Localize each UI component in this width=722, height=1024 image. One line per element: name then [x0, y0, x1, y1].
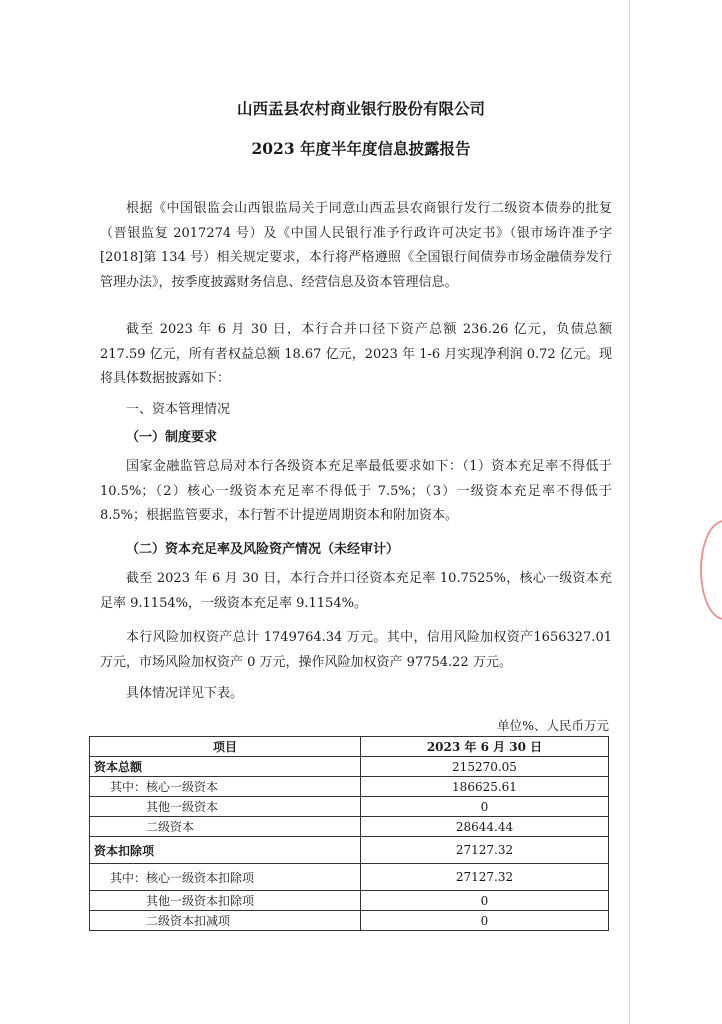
row-value: 0 [361, 891, 609, 911]
row-label: 其他一级资本扣除项 [90, 891, 361, 911]
row-label: 其中：核心一级资本扣除项 [90, 864, 361, 891]
table-header-row [90, 737, 609, 757]
table-row [90, 837, 609, 864]
table-row [90, 797, 609, 817]
summary-paragraph: 截至 2023 年 6 月 30 日，本行合并口径下资产总额 236.26 亿元，负债总额 217.59 亿元，所有者权益总额 18.67 亿元，2023 年 1-6 月实现净利润 0.72 亿元。现将具体数据披露如下： [100, 322, 612, 386]
row-value: 215270.05 [361, 757, 609, 777]
table-row [90, 757, 609, 777]
row-label: 资本总额 [90, 757, 361, 777]
red-seal-stamp [700, 520, 722, 620]
section-heading-1-2: （二）资本充足率及风险资产情况（未经审计） [126, 542, 400, 557]
table-row [90, 891, 609, 911]
row-value: 27127.32 [361, 864, 609, 891]
section-heading-1-1: （一）制度要求 [126, 430, 218, 445]
report-title: 2023 年度半年度信息披露报告 [251, 139, 471, 158]
row-value: 28644.44 [361, 817, 609, 837]
row-label: 资本扣除项 [90, 837, 361, 864]
capital-table [89, 736, 609, 931]
table-row [90, 777, 609, 797]
row-label: 其中：核心一级资本 [90, 777, 361, 797]
row-value: 0 [361, 797, 609, 817]
see-table-text: 具体情况详见下表。 [126, 686, 244, 701]
ratios-paragraph: 截至 2023 年 6 月 30 日，本行合并口径资本充足率 10.7525%，核心一级资本充足率 9.1154%，一级资本充足率 9.1154%。 [100, 571, 612, 611]
section-heading-1: 一、资本管理情况 [126, 402, 231, 417]
header-date: 2023 年 6 月 30 日 [361, 737, 609, 757]
row-value: 186625.61 [361, 777, 609, 797]
header-item: 项目 [90, 737, 361, 757]
requirement-paragraph: 国家金融监管总局对本行各级资本充足率最低要求如下：（1）资本充足率不得低于 10.5%；（2）核心一级资本充足率不得低于 7.5%；（3）一级资本充足率不得低于 8.5%；根据监管要求，本行暂不计提逆周期资本和附加资本。 [100, 459, 612, 523]
row-label: 二级资本扣减项 [90, 911, 361, 931]
row-value: 27127.32 [361, 837, 609, 864]
intro-paragraph: 根据《中国银监会山西银监局关于同意山西盂县农商银行发行二级资本债券的批复（晋银监复 2017274 号）及《中国人民银行准予行政许可决定书》（银市场许准予字[2018]第 134 号）相关规定要求，本行将严格遵照《全国银行间债券市场金融债券发行管理办法》，按季度披露财务信息、经营信息及资本管理信息。 [100, 201, 612, 290]
table-row [90, 864, 609, 891]
row-label: 其他一级资本 [90, 797, 361, 817]
row-label: 二级资本 [90, 817, 361, 837]
table-row [90, 911, 609, 931]
unit-label: 单位%、人民币万元 [497, 718, 609, 733]
company-title: 山西盂县农村商业银行股份有限公司 [236, 99, 485, 118]
rwa-paragraph: 本行风险加权资产总计 1749764.34 万元。其中，信用风险加权资产1656327.01 万元，市场风险加权资产 0 万元，操作风险加权资产 97754.22 万元。 [100, 630, 612, 670]
row-value: 0 [361, 911, 609, 931]
table-row [90, 817, 609, 837]
